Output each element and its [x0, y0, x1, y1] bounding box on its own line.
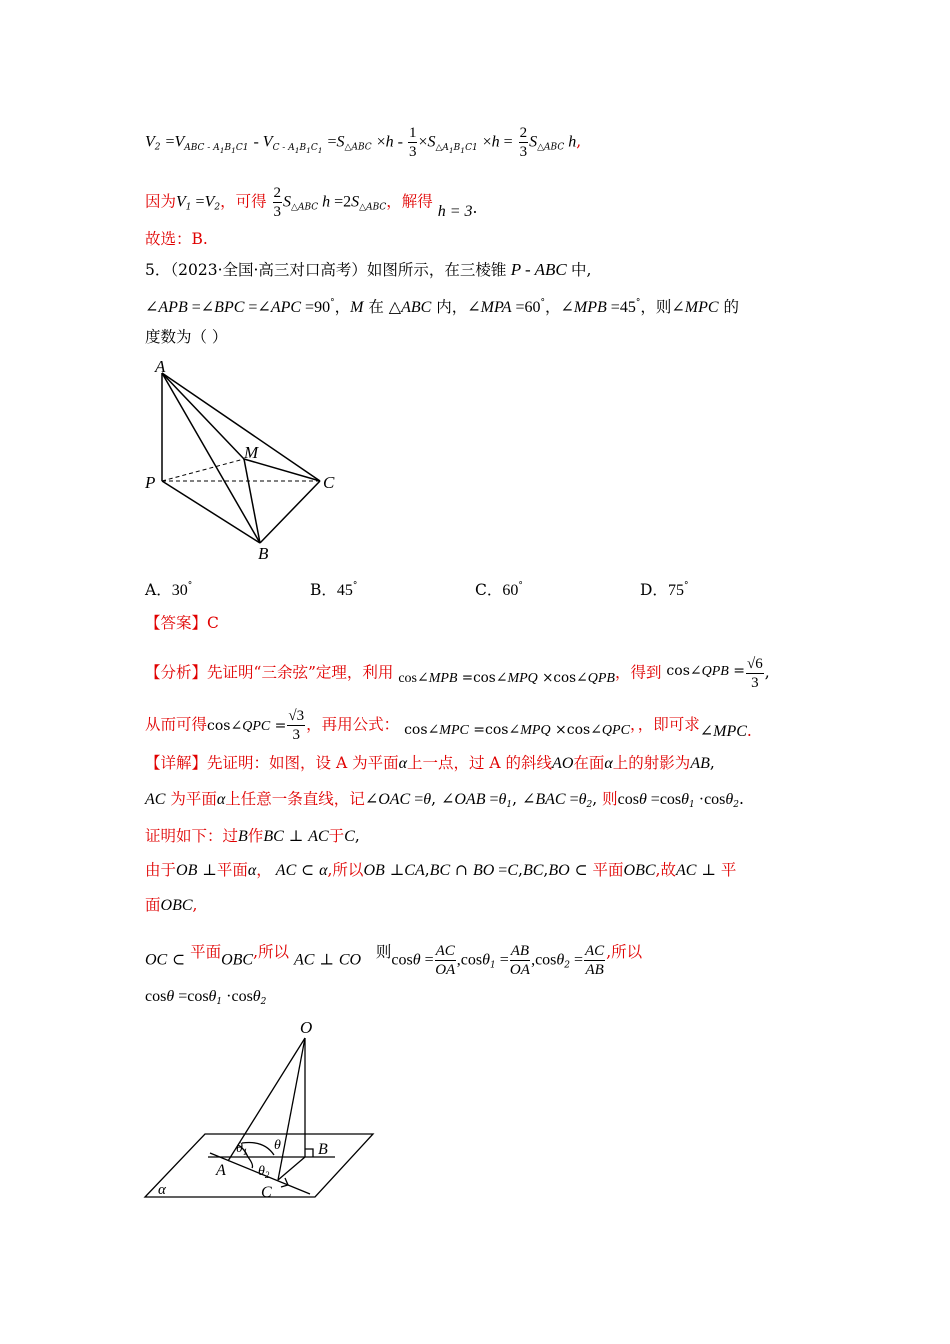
question-line-3: 度数为（ ） [145, 328, 228, 346]
label-theta2: $\theta_2$ [258, 1164, 270, 1180]
label-o: O [300, 1018, 313, 1037]
option-d[interactable]: D．75° [640, 581, 689, 599]
label-b: B [258, 544, 269, 563]
because-line: 因为$V_1 =V_2$，可得 $\frac{2}{3}$ $S_{\triangle ABC}$ $h =2S_{\triangle ABC}$，解得 h = 3. [145, 185, 478, 220]
label-alpha: α [158, 1182, 166, 1198]
label-theta1: $\theta_1$ [236, 1141, 248, 1157]
edge-pm-dashed [162, 459, 244, 481]
answer-line: 【答案】C [145, 614, 219, 632]
detail-line-7: cosθ =cosθ$_1$ ·cosθ$_2$ [145, 988, 267, 1007]
choose-line: 故选：B. [145, 230, 208, 248]
option-b[interactable]: B．45° [310, 581, 358, 599]
edge-pb [162, 481, 260, 543]
label-theta: θ [274, 1138, 281, 1153]
label-m: M [244, 443, 259, 462]
detail-line-4: 由于OB ⊥平面α， AC ⊂ α,所以OB ⊥CA,BC ∩ BO =C,BC,BO ⊂ 平面OBC,故AC ⊥ 平 [145, 861, 737, 879]
question-line-1: 5．（2023·全国·高三对口高考）如图所示，在三棱锥 P - ABC 中, [145, 260, 592, 279]
label-b: B [318, 1141, 328, 1158]
analysis-line-2: 从而可得cos∠QPC = $\frac{√3}{3}$ ，再用公式： cos∠MPC =cos∠MPQ ×cos∠QPC，，即可求∠MPC. [145, 708, 752, 743]
label-p: P [145, 473, 156, 492]
detail-line-3: 证明如下：过B作BC ⊥ AC于C, [145, 827, 360, 845]
label-a: A [216, 1162, 226, 1179]
pyramid-figure [140, 355, 350, 565]
detail-line-5: 面OBC, [145, 896, 198, 914]
detail-line-6: OC ⊂ 平面OBC,所以 AC ⊥ CO 则cosθ = $\frac{AC}{OA}$ ,cosθ$_1$ = $\frac{AB}{OA}$ ,cosθ$_2$ = $\frac{AC}{AB}$ ,所以 [145, 942, 643, 978]
v2-equation: $V_2 =V_{ABC - A_1B_1C1} - V_{C - A_1B_1C_1} =S_{\triangle ABC} \times h$ - $\frac{1}{3}$ $\times S_{\triangle A_1B_1C1} \times h$ = $\frac{2}{3}$ $S_{\triangle ABC}$ h, [145, 125, 582, 160]
question-line-2: ∠APB =∠BPC =∠APC =90°，M 在 △ABC 内，∠MPA =60°，∠MPB =45°，则∠MPC 的 [145, 298, 739, 316]
three-cosine-figure [140, 1015, 390, 1205]
analysis-line-1: 【分析】先证明“三余弦”定理，利用 cos∠MPB =cos∠MPQ ×cos∠QPB，得到 cos∠QPB = $\frac{√6}{3}$ , [145, 656, 770, 691]
label-c: C [323, 473, 335, 492]
edge-am [162, 373, 244, 459]
right-angle-b [305, 1149, 313, 1157]
option-c[interactable]: C．60° [475, 581, 523, 599]
edge-ac [162, 373, 320, 481]
detail-line-2: AC 为平面α上任意一条直线，记∠OAC =θ, ∠OAB $=\theta_1$, ∠BAC $=\theta_2$, 则cosθ =cosθ$_1$ ·cosθ$_2$. [145, 790, 744, 810]
arc-theta2 [248, 1157, 253, 1168]
option-a[interactable]: A．30° [145, 581, 193, 599]
label-c: C [261, 1184, 272, 1201]
edge-mc [244, 459, 320, 481]
label-a: A [155, 357, 166, 376]
edge-cb [260, 481, 320, 543]
detail-line-1: 【详解】先证明：如图，设 A 为平面α上一点，过 A 的斜线AO在面α上的射影为AB, [145, 754, 715, 772]
